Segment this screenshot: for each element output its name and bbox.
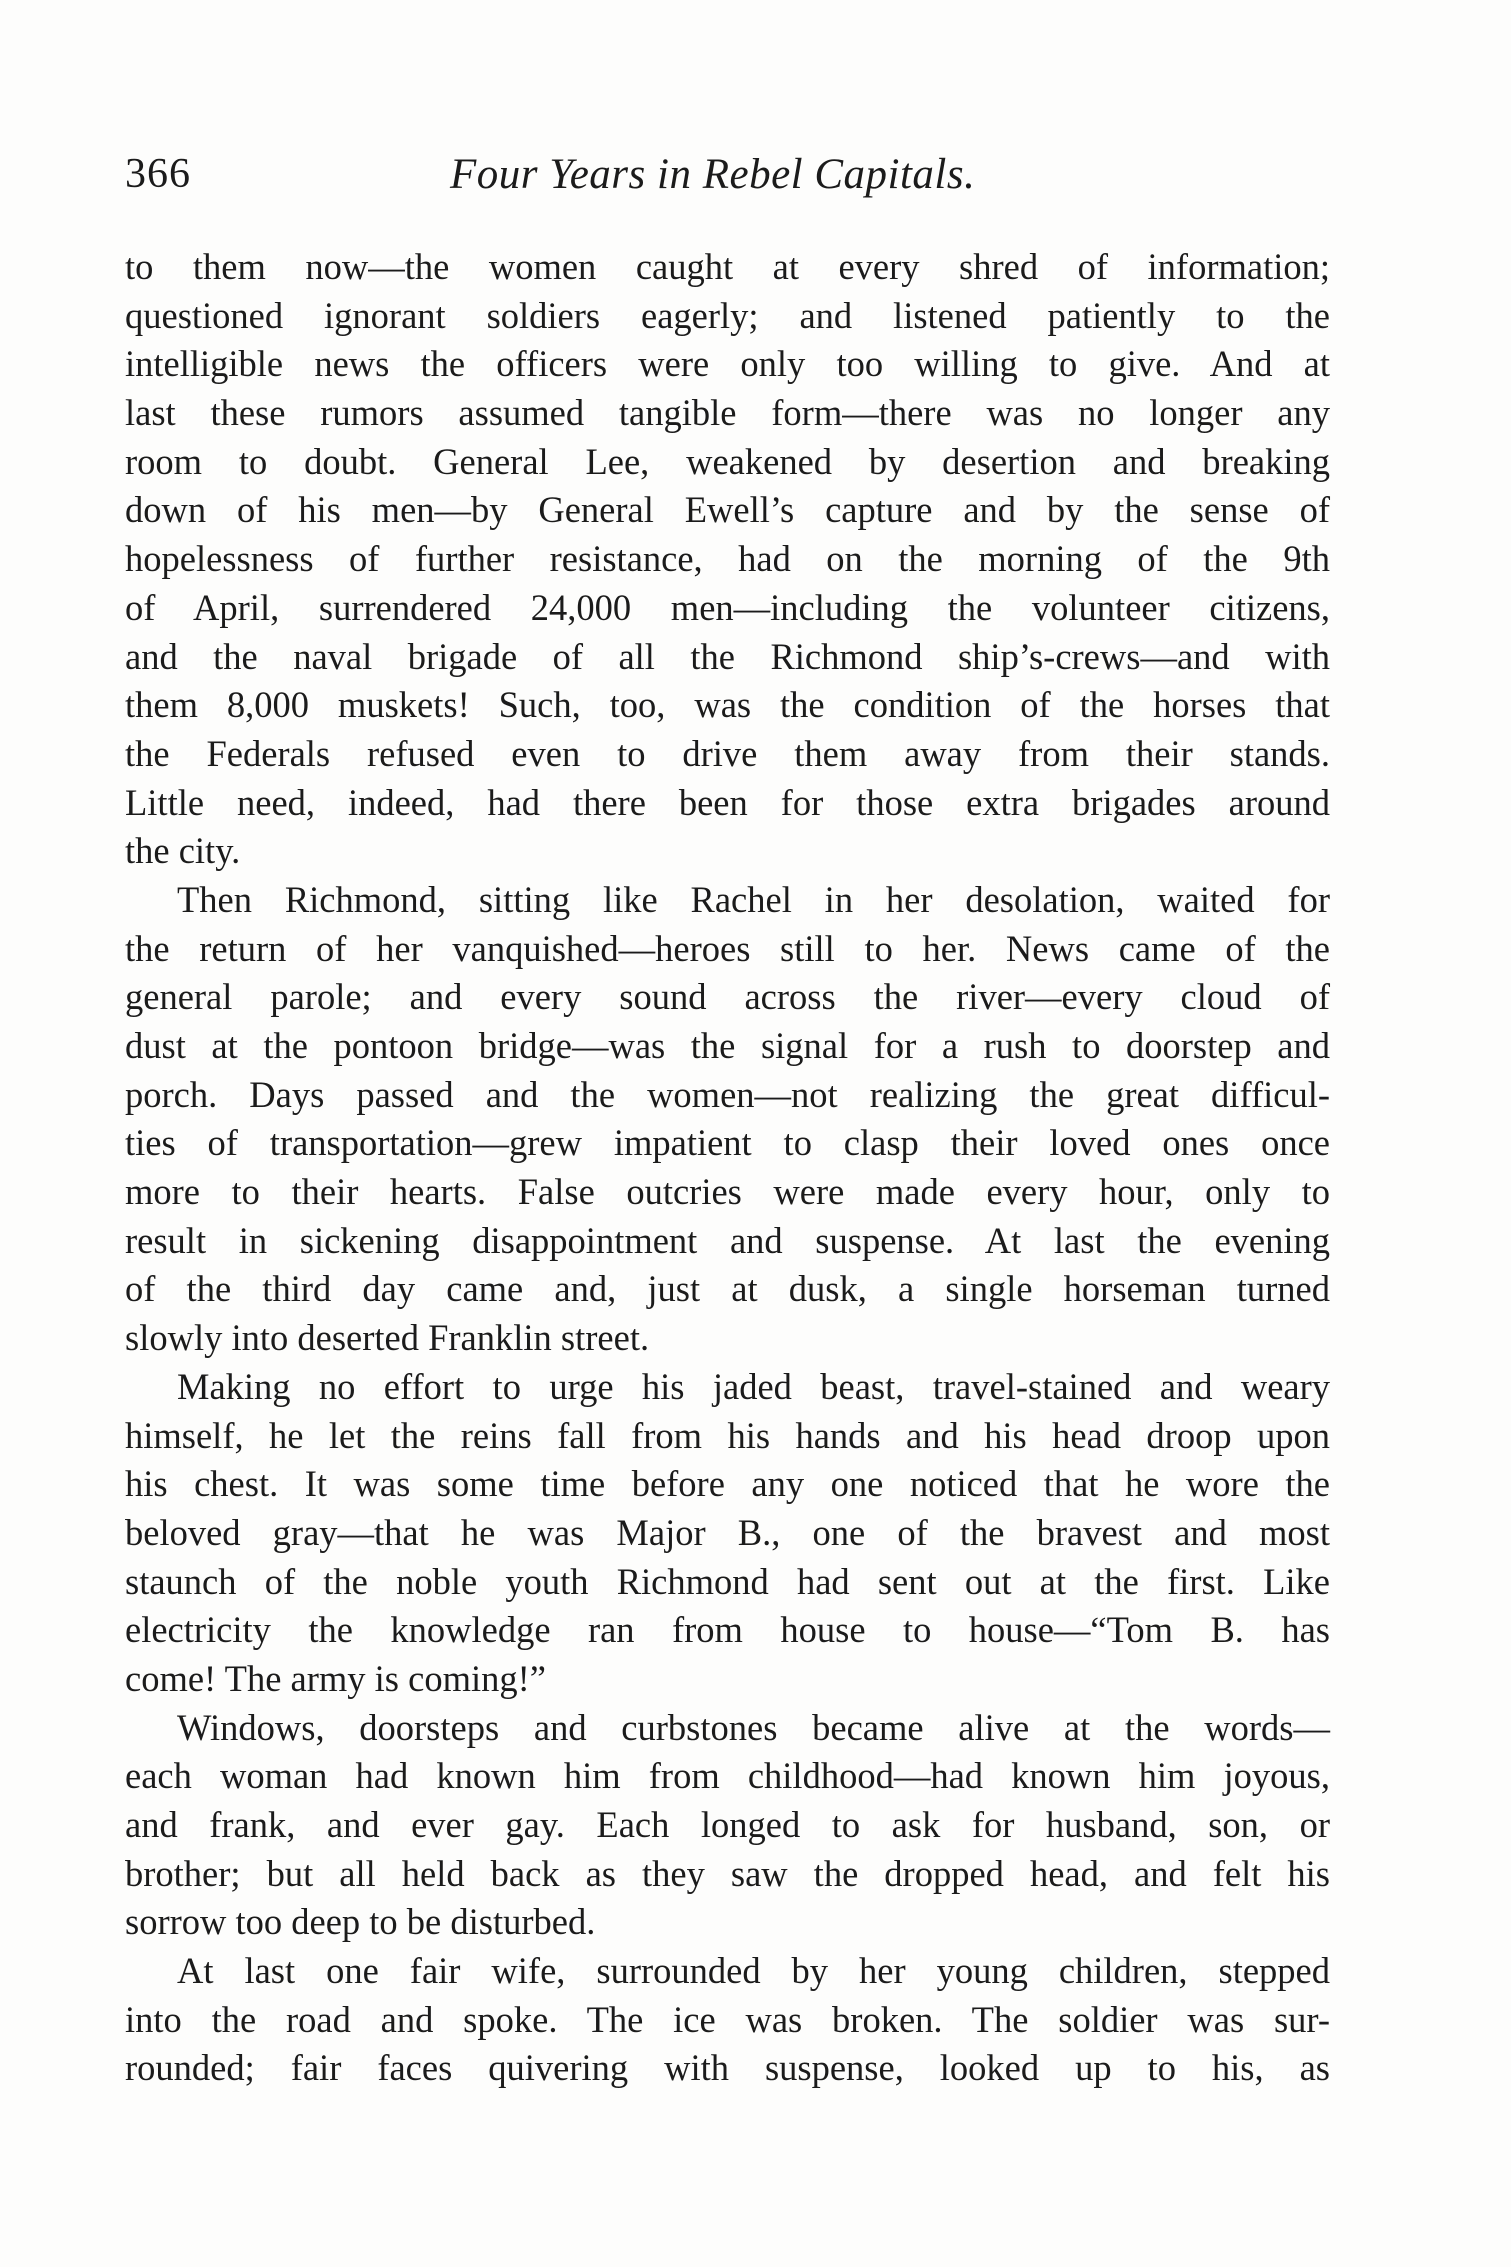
text-line: dust at the pontoon bridge—was the signal for a rush to doorstep and — [125, 1025, 1330, 1066]
text-line: rounded; fair faces quivering with suspense, looked up to his, as — [125, 2047, 1330, 2089]
running-title: Four Years in Rebel Capitals. — [450, 151, 976, 198]
text-line: sorrow too deep to be disturbed. — [125, 1901, 596, 1943]
text-line: himself, he let the reins fall from his hands and his head droop upon — [125, 1414, 1330, 1456]
text-line: and frank, and ever gay. Each longed to ask for husband, son, or — [125, 1804, 1330, 1845]
text-line: Little need, indeed, had there been for those extra brigades around — [125, 781, 1330, 823]
running-head — [125, 150, 1330, 210]
text-line: his chest. It was some time before any one noticed that he wore the — [125, 1463, 1330, 1505]
text-line: the Federals refused even to drive them away from their stands. — [125, 732, 1330, 774]
text-line: hopelessness of further resistance, had on the morning of the 9th — [125, 538, 1330, 580]
text-line: questioned ignorant soldiers eagerly; and listened patiently to the — [125, 294, 1330, 336]
text-line: of the third day came and, just at dusk, a single horseman turned — [125, 1268, 1330, 1310]
text-line: Making no effort to urge his jaded beast, travel-stained and weary — [177, 1365, 1330, 1407]
text-line: ties of transportation—grew impatient to clasp their loved ones once — [125, 1122, 1330, 1164]
text-line: Windows, doorsteps and curbstones became alive at the words— — [177, 1706, 1330, 1748]
text-line: and the naval brigade of all the Richmond ship’s-crews—and with — [125, 635, 1330, 677]
body-text — [125, 243, 1330, 2093]
text-line: beloved gray—that he was Major B., one of the bravest and most — [125, 1511, 1330, 1553]
text-line: At last one fair wife, surrounded by her young children, stepped — [177, 1950, 1330, 1992]
text-line: more to their hearts. False outcries were made every hour, only to — [125, 1171, 1330, 1213]
text-line: of April, surrendered 24,000 men—including the volunteer citizens, — [125, 586, 1330, 628]
text-line: down of his men—by General Ewell’s capture and by the sense of — [125, 489, 1330, 531]
text-line: brother; but all held back as they saw the dropped head, and felt his — [125, 1852, 1330, 1894]
text-line: each woman had known him from childhood—had known him joyous, — [125, 1755, 1330, 1797]
text-line: general parole; and every sound across the river—every cloud of — [125, 976, 1330, 1018]
page-number: 366 — [125, 151, 191, 197]
text-line: result in sickening disappointment and suspense. At last the evening — [125, 1219, 1330, 1261]
text-line: them 8,000 muskets! Such, too, was the condition of the horses that — [125, 684, 1330, 726]
text-line: electricity the knowledge ran from house to house—“Tom B. has — [125, 1609, 1330, 1651]
text-line: come! The army is coming!” — [125, 1657, 546, 1699]
text-line: room to doubt. General Lee, weakened by desertion and breaking — [125, 440, 1330, 482]
text-line: slowly into deserted Franklin street. — [125, 1317, 650, 1359]
text-line: porch. Days passed and the women—not realizing the great difficul- — [125, 1073, 1330, 1115]
text-line: to them now—the women caught at every shred of information; — [125, 246, 1330, 287]
text-line: into the road and spoke. The ice was broken. The soldier was sur- — [125, 1998, 1330, 2040]
text-line: the city. — [125, 830, 241, 872]
text-line: the return of her vanquished—heroes still to her. News came of the — [125, 927, 1330, 969]
text-line: last these rumors assumed tangible form—there was no longer any — [125, 392, 1330, 434]
text-line: Then Richmond, sitting like Rachel in her desolation, waited for — [177, 878, 1330, 920]
text-line: staunch of the noble youth Richmond had sent out at the first. Like — [125, 1560, 1330, 1602]
text-line: intelligible news the officers were only too willing to give. And at — [125, 343, 1330, 385]
